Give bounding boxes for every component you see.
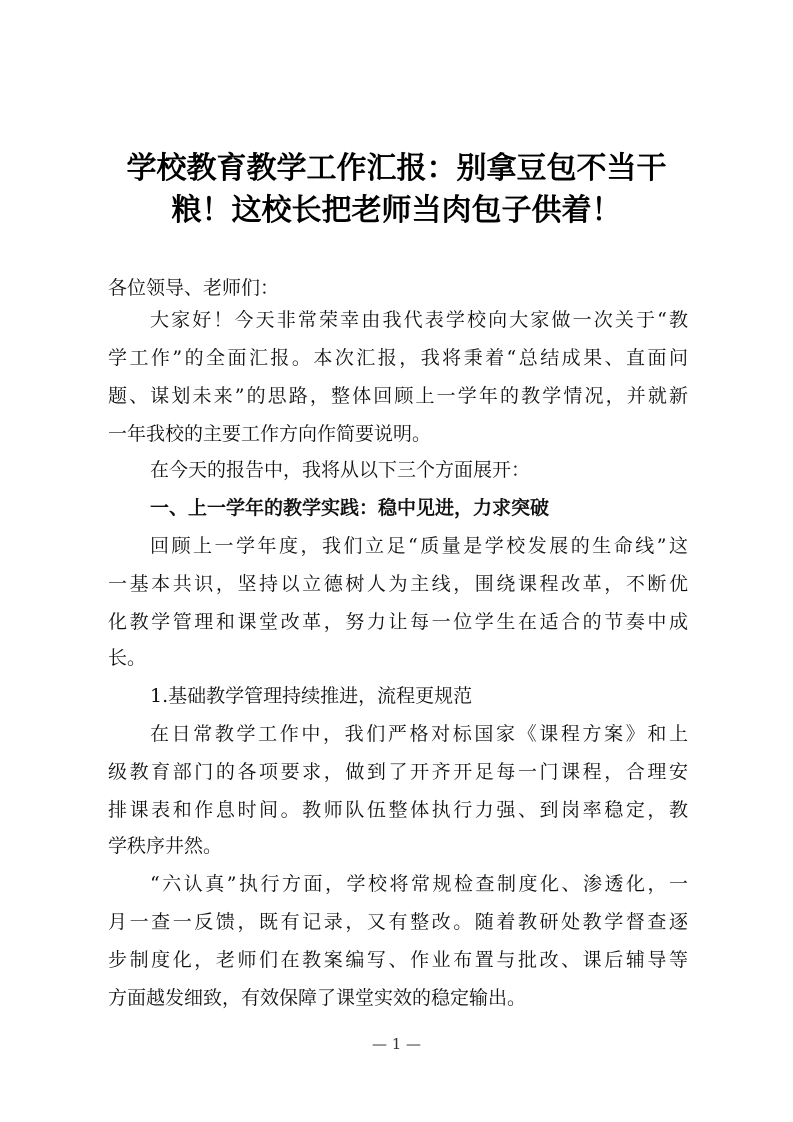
paragraph-line: 方面越发细致，有效保障了课堂实效的稳定输出。: [108, 987, 527, 1009]
paragraph-line: 化教学管理和课堂改革，努力让每一位学生在适合的节奏中成: [108, 611, 688, 633]
page-number: — 1 —: [371, 1035, 422, 1053]
document-title-line-2: 粮！这校长把老师当肉包子供着！: [171, 193, 622, 228]
paragraph-line: 长。: [108, 647, 147, 669]
paragraph-line: 在日常教学工作中，我们严格对标国家《课程方案》和上: [150, 723, 688, 745]
paragraph-line: 月一查一反馈，既有记录，又有整改。随着教研处教学督查逐: [108, 911, 688, 933]
paragraph-line: 学秩序井然。: [108, 835, 223, 857]
paragraph-line: 级教育部门的各项要求，做到了开齐开足每一门课程，合理安: [108, 761, 688, 783]
paragraph-line: 学工作”的全面汇报。本次汇报，我将秉着“总结成果、直面问: [108, 347, 688, 369]
paragraph-line: 大家好！今天非常荣幸由我代表学校向大家做一次关于“教: [150, 309, 688, 331]
paragraph-line: 排课表和作息时间。教师队伍整体执行力强、到岗率稳定，教: [108, 799, 688, 821]
paragraph-line: 1.基础教学管理持续推进，流程更规范: [150, 685, 473, 707]
paragraph-line: 回顾上一学年度，我们立足“质量是学校发展的生命线”这: [150, 535, 688, 557]
paragraph-line: 题、谋划未来”的思路，整体回顾上一学年的教学情况，并就新: [108, 385, 688, 407]
document-title-line-1: 学校教育教学工作汇报：别拿豆包不当干: [126, 151, 667, 186]
paragraph-line: “六认真”执行方面，学校将常规检查制度化、渗透化，一: [150, 873, 688, 895]
paragraph-line: 一年我校的主要工作方向作简要说明。: [108, 423, 432, 445]
paragraph-line: 一基本共识，坚持以立德树人为主线，围绕课程改革，不断优: [108, 573, 688, 595]
paragraph-line: 在今天的报告中，我将从以下三个方面展开：: [150, 459, 531, 481]
paragraph-line: 步制度化，老师们在教案编写、作业布置与批改、课后辅导等: [108, 949, 688, 971]
salutation: 各位领导、老师们：: [108, 277, 280, 299]
section-heading: 一、上一学年的教学实践：稳中见进，力求突破: [150, 497, 550, 519]
